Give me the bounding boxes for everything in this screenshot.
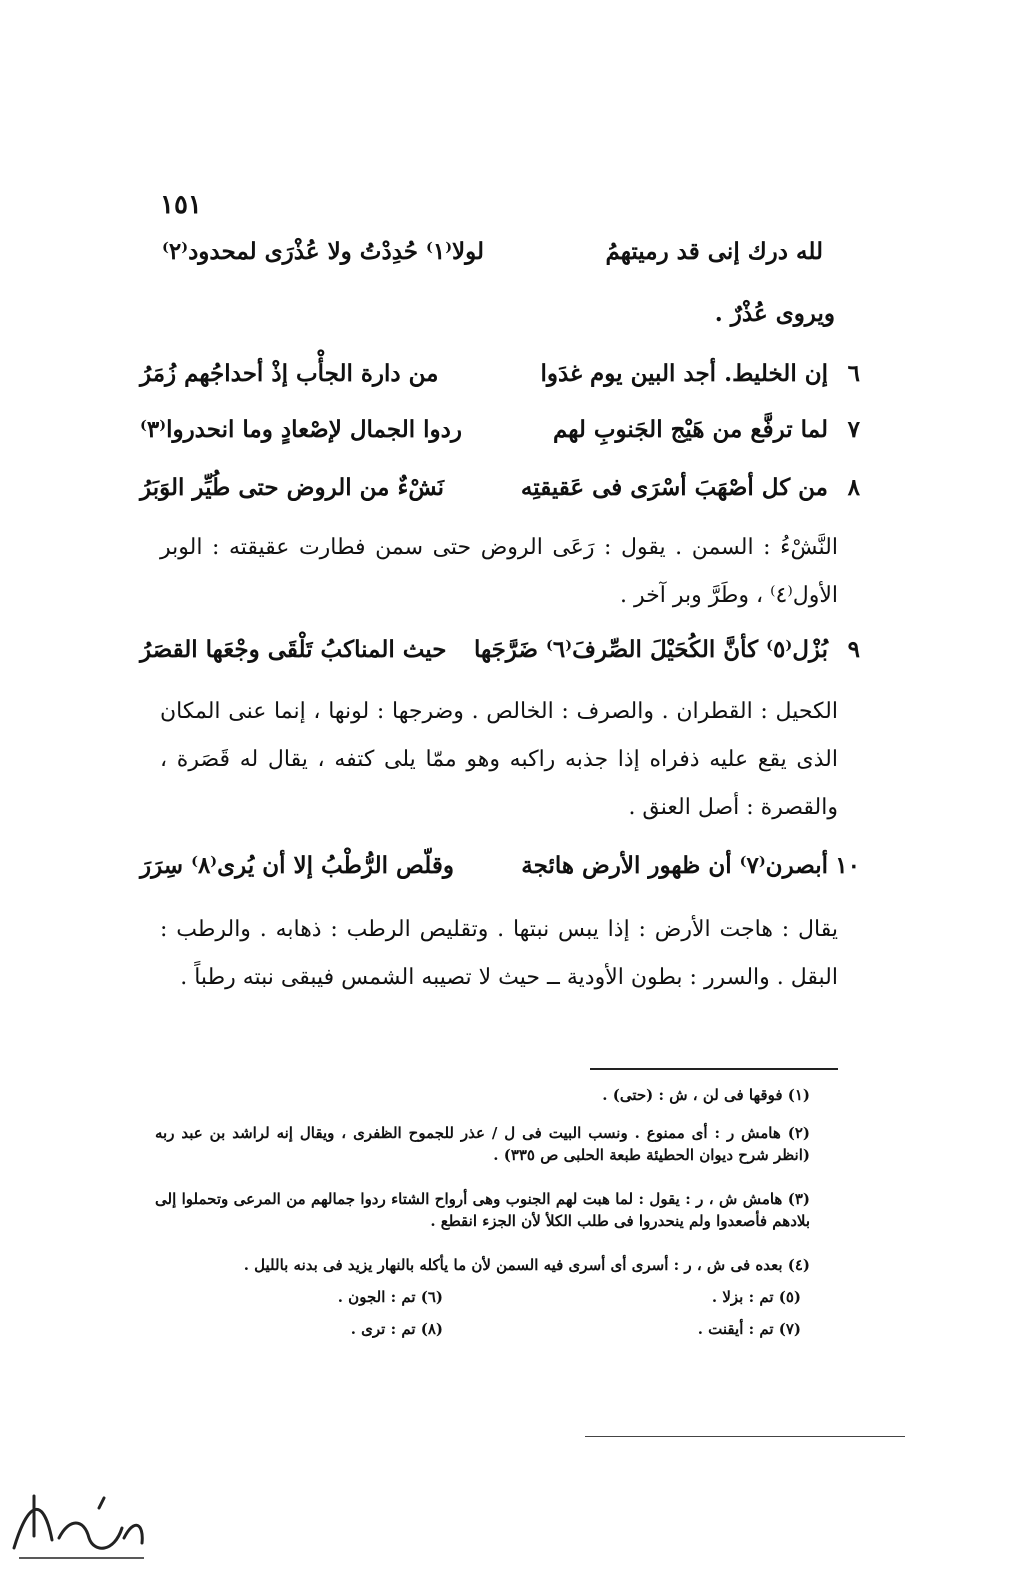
- verse-6: [140, 360, 860, 396]
- intro-hemistich-1: لله درك إنى قد رميتهمُ: [605, 238, 823, 265]
- library-watermark-logo: [4, 1478, 154, 1568]
- page-number: ١٥١: [160, 190, 202, 220]
- verse-9: [140, 636, 860, 672]
- verse-hemistich-2: وقلّص الرُّطْبُ إلا أن يُرى⁽٨⁾ سِرَرَ: [140, 852, 454, 879]
- riwaya-note: ويروى عُذْرٌ .: [714, 300, 835, 327]
- commentary-verse-8: النَّشْءُ : السمن . يقول : رَعَى الروض حتى سمن فطارت عقيقته : الوبر الأول⁽٤⁾ ، وطَرَّ وبر آخر .: [160, 535, 838, 608]
- commentary-verse-9: الكحيل : القطران . والصرف : الخالص . وضرجها : لونها ، إنما عنى المكان الذى يقع عليه ذفراه إذا جذبه راكبه وهو ممّا يلى كتفه ، يقال له قَصَرة ، والقصرة : أصل العنق .: [160, 699, 838, 820]
- footnote-4: (٤) بعده فى ش ، ر : أسرى أى أسرى فيه السمن لأن ما يأكله بالنهار يزيد فى بدنه بالليل .: [243, 1256, 810, 1274]
- verse-number: ٨: [847, 474, 860, 501]
- verse-hemistich-1: من كل أصْهَبَ أسْرَى فى عَقيقتِه: [520, 474, 828, 501]
- verse-hemistich-2: ردوا الجمال لإصْعادٍ وما انحدروا⁽٣⁾: [140, 416, 462, 443]
- footnote-2: (٢) هامش ر : أى ممنوع . ونسب البيت فى ل / عذر للجموح الظفرى ، ويقال إنه لراشد بن عبد ربه (انظر شرح ديوان الحطيئة طبعة الحلبى ص ٣٣٥) .: [155, 1124, 810, 1164]
- verse-number: ٩: [847, 636, 860, 663]
- footnote-6: (٦) تم : الجون .: [337, 1288, 443, 1306]
- verse-number: ١٠: [835, 852, 860, 879]
- verse-10: [140, 852, 860, 888]
- footnote-separator: [590, 1068, 838, 1070]
- verse-hemistich-1: إن الخليط. أجد البين يوم غدَوا: [540, 360, 828, 387]
- verse-7: [140, 416, 860, 452]
- verse-hemistich-2: حيث المناكبُ تَلْقَى وجْعَها القصَرُ: [140, 636, 447, 663]
- footnote-3: (٣) هامش ش ، ر : يقول : لما هبت لهم الجنوب وهى أرواح الشتاء ردوا جمالهم من المرعى وتحملوا إلى بلادهم فأصعدوا ولم ينحدروا فى طلب الكلأ لأن الجزء انقطع .: [155, 1190, 810, 1230]
- verse-hemistich-1: بُزْل⁽٥⁾ كأنَّ الكُحَيْلَ الصِّرفَ⁽٦⁾ ضَرَّجَها: [473, 636, 828, 663]
- footnote-1: (١) فوقها فى لن ، ش : (حتى) .: [602, 1086, 810, 1104]
- verse-hemistich-2: من دارة الجأْب إذْ أحداجُهم زُمَرُ: [140, 360, 439, 387]
- footnote-5: (٥) تم : بزلا .: [711, 1288, 801, 1306]
- commentary-verse-10: يقال : هاجت الأرض : إذا يبس نبتها . وتقليص الرطب : ذهابه . والرطب : البقل . والسرر : بطون الأودية ــ حيث لا تصيبه الشمس فيبقى نبته رطباً .: [160, 917, 838, 990]
- bottom-divider: [585, 1436, 905, 1437]
- verse-hemistich-1: أبصرن⁽٧⁾ أن ظهور الأرض هائجة: [521, 852, 828, 879]
- verse-hemistich-1: لما ترفَّع من هَيْج الجَنوبِ لهم: [552, 416, 828, 443]
- footnote-8: (٨) تم : ترى .: [350, 1320, 443, 1338]
- verse-8: [140, 474, 860, 510]
- intro-hemistich-2: لولا⁽١⁾ حُدِدْتُ ولا عُذْرَى لمحدود⁽٢⁾: [162, 238, 485, 265]
- verse-number: ٦: [847, 360, 860, 387]
- footnote-7: (٧) تم : أيقنت .: [697, 1320, 801, 1338]
- verse-number: ٧: [847, 416, 860, 443]
- verse-hemistich-2: نَشْءٌ من الروض حتى طُيِّر الوَبَرُ: [140, 474, 445, 501]
